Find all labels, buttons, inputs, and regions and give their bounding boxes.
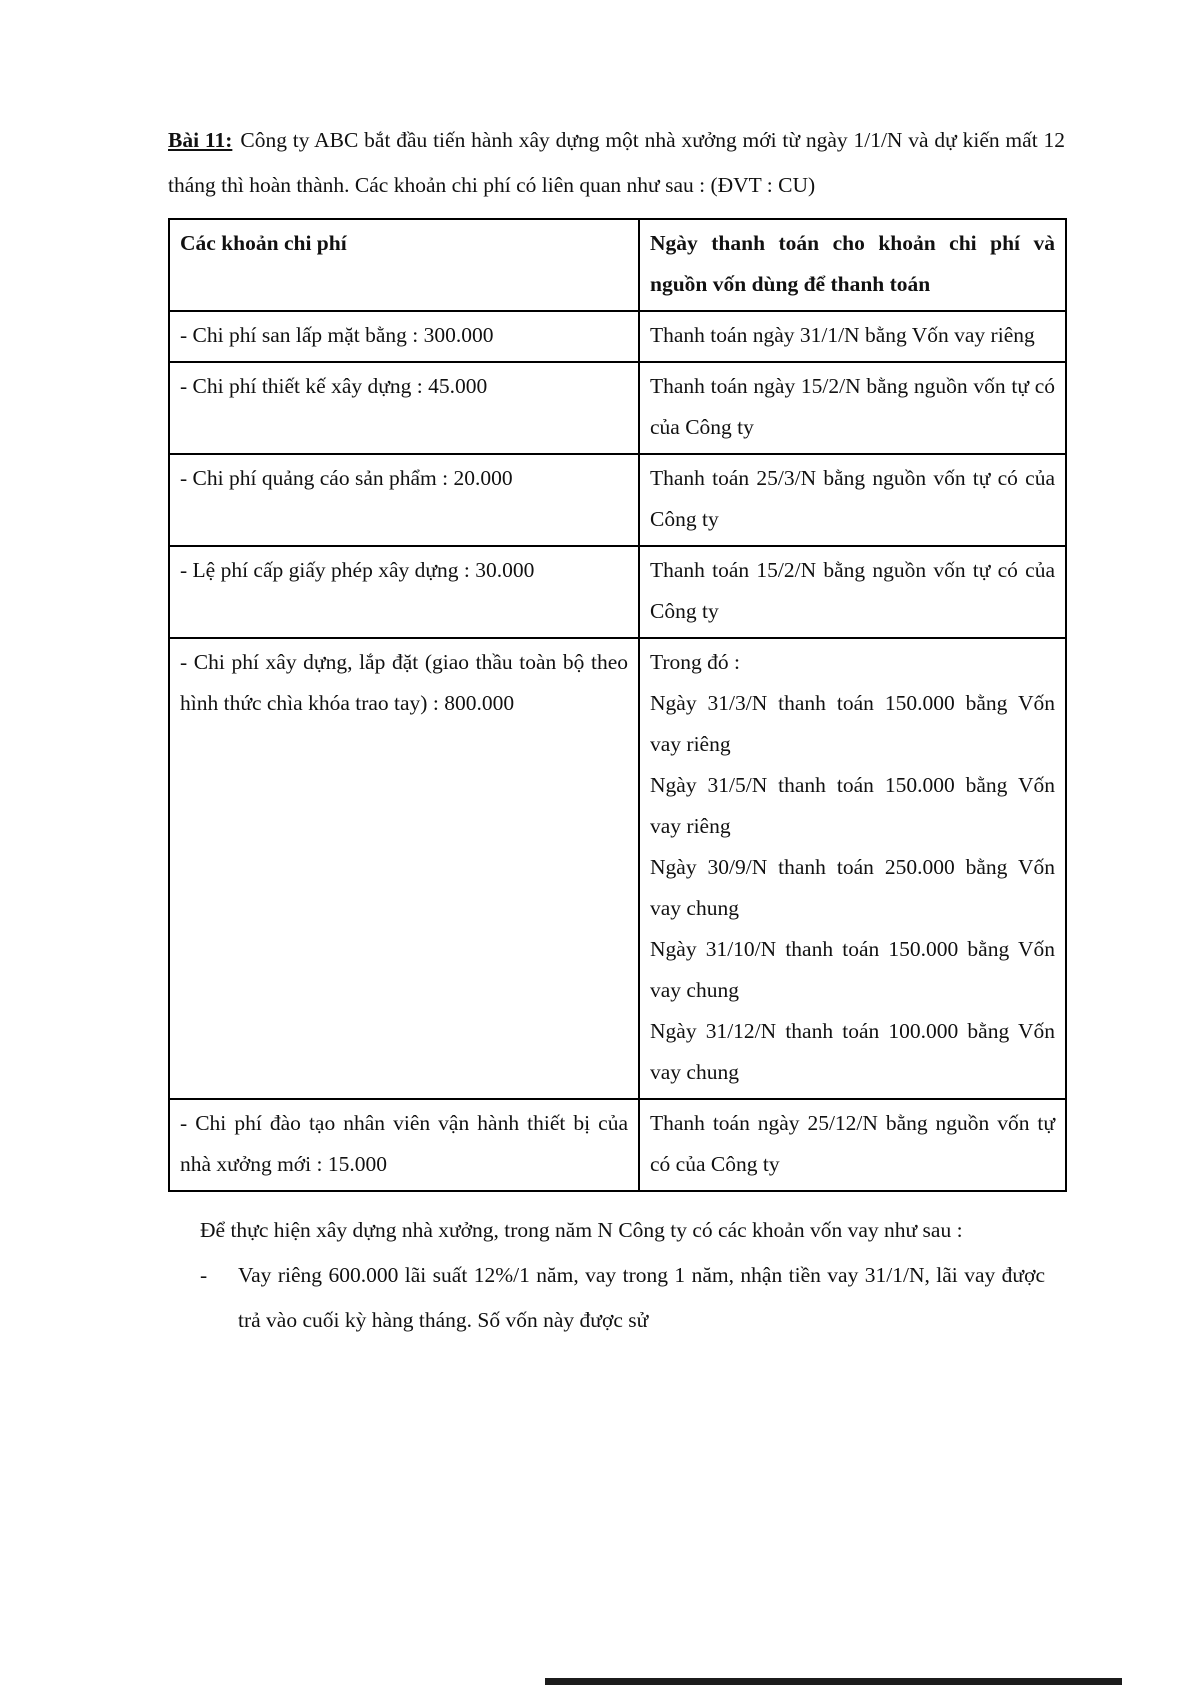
payment-line: Ngày 31/3/N thanh toán 150.000 bằng Vốn vay riêng (650, 691, 1055, 756)
payment-cell (639, 638, 1066, 1099)
payment-line: Ngày 31/12/N thanh toán 100.000 bằng Vốn vay chung (650, 1019, 1055, 1084)
bullet-text: Vay riêng 600.000 lãi suất 12%/1 năm, vay trong 1 năm, nhận tiền vay 31/1/N, lãi vay được trả vào cuối kỳ hàng tháng. Số vốn này được sử (238, 1263, 1045, 1332)
table-row (169, 454, 1066, 546)
table-row (169, 311, 1066, 362)
cost-table (168, 218, 1067, 1192)
intro-text: Công ty ABC bắt đầu tiến hành xây dựng một nhà xưởng mới từ ngày 1/1/N và dự kiến mất 12 tháng thì hoàn thành. Các khoản chi phí có liên quan như sau : (ĐVT : CU) (168, 128, 1065, 197)
list-item (200, 1253, 1045, 1343)
cost-cell: - Chi phí đào tạo nhân viên vận hành thiết bị của nhà xưởng mới : 15.000 (169, 1099, 639, 1191)
document-page (168, 118, 1065, 1343)
loans-intro-paragraph: Để thực hiện xây dựng nhà xưởng, trong năm N Công ty có các khoản vốn vay như sau : (200, 1218, 963, 1242)
payment-line: Ngày 31/5/N thanh toán 150.000 bằng Vốn vay riêng (650, 773, 1055, 838)
table-header-row (169, 219, 1066, 311)
intro-paragraph (168, 118, 1065, 208)
payment-cell: Thanh toán 15/2/N bằng nguồn vốn tự có của Công ty (639, 546, 1066, 638)
table-row (169, 362, 1066, 454)
payment-line: Ngày 31/10/N thanh toán 150.000 bằng Vốn vay chung (650, 937, 1055, 1002)
cost-cell: - Chi phí xây dựng, lắp đặt (giao thầu toàn bộ theo hình thức chìa khóa trao tay) : 800.000 (169, 638, 639, 1099)
bullet-dash: - (200, 1263, 208, 1287)
next-page-edge (545, 1678, 1122, 1685)
table-header-costs: Các khoản chi phí (169, 219, 639, 311)
table-row (169, 546, 1066, 638)
cost-cell: - Chi phí san lấp mặt bằng : 300.000 (169, 311, 639, 362)
payment-line: Ngày 30/9/N thanh toán 250.000 bằng Vốn vay chung (650, 855, 1055, 920)
cost-cell: - Lệ phí cấp giấy phép xây dựng : 30.000 (169, 546, 639, 638)
cost-cell: - Chi phí thiết kế xây dựng : 45.000 (169, 362, 639, 454)
exercise-label: Bài 11: (168, 128, 233, 152)
payment-cell: Thanh toán ngày 31/1/N bằng Vốn vay riêng (639, 311, 1066, 362)
table-header-payment: Ngày thanh toán cho khoản chi phí và nguồn vốn dùng để thanh toán (639, 219, 1066, 311)
after-table-section (168, 1208, 1065, 1343)
cost-cell: - Chi phí quảng cáo sản phẩm : 20.000 (169, 454, 639, 546)
payment-cell: Thanh toán 25/3/N bằng nguồn vốn tự có của Công ty (639, 454, 1066, 546)
payment-cell: Thanh toán ngày 25/12/N bằng nguồn vốn tự có của Công ty (639, 1099, 1066, 1191)
table-row (169, 1099, 1066, 1191)
payment-cell: Thanh toán ngày 15/2/N bằng nguồn vốn tự có của Công ty (639, 362, 1066, 454)
payment-line: Trong đó : (650, 650, 741, 674)
table-row (169, 638, 1066, 1099)
